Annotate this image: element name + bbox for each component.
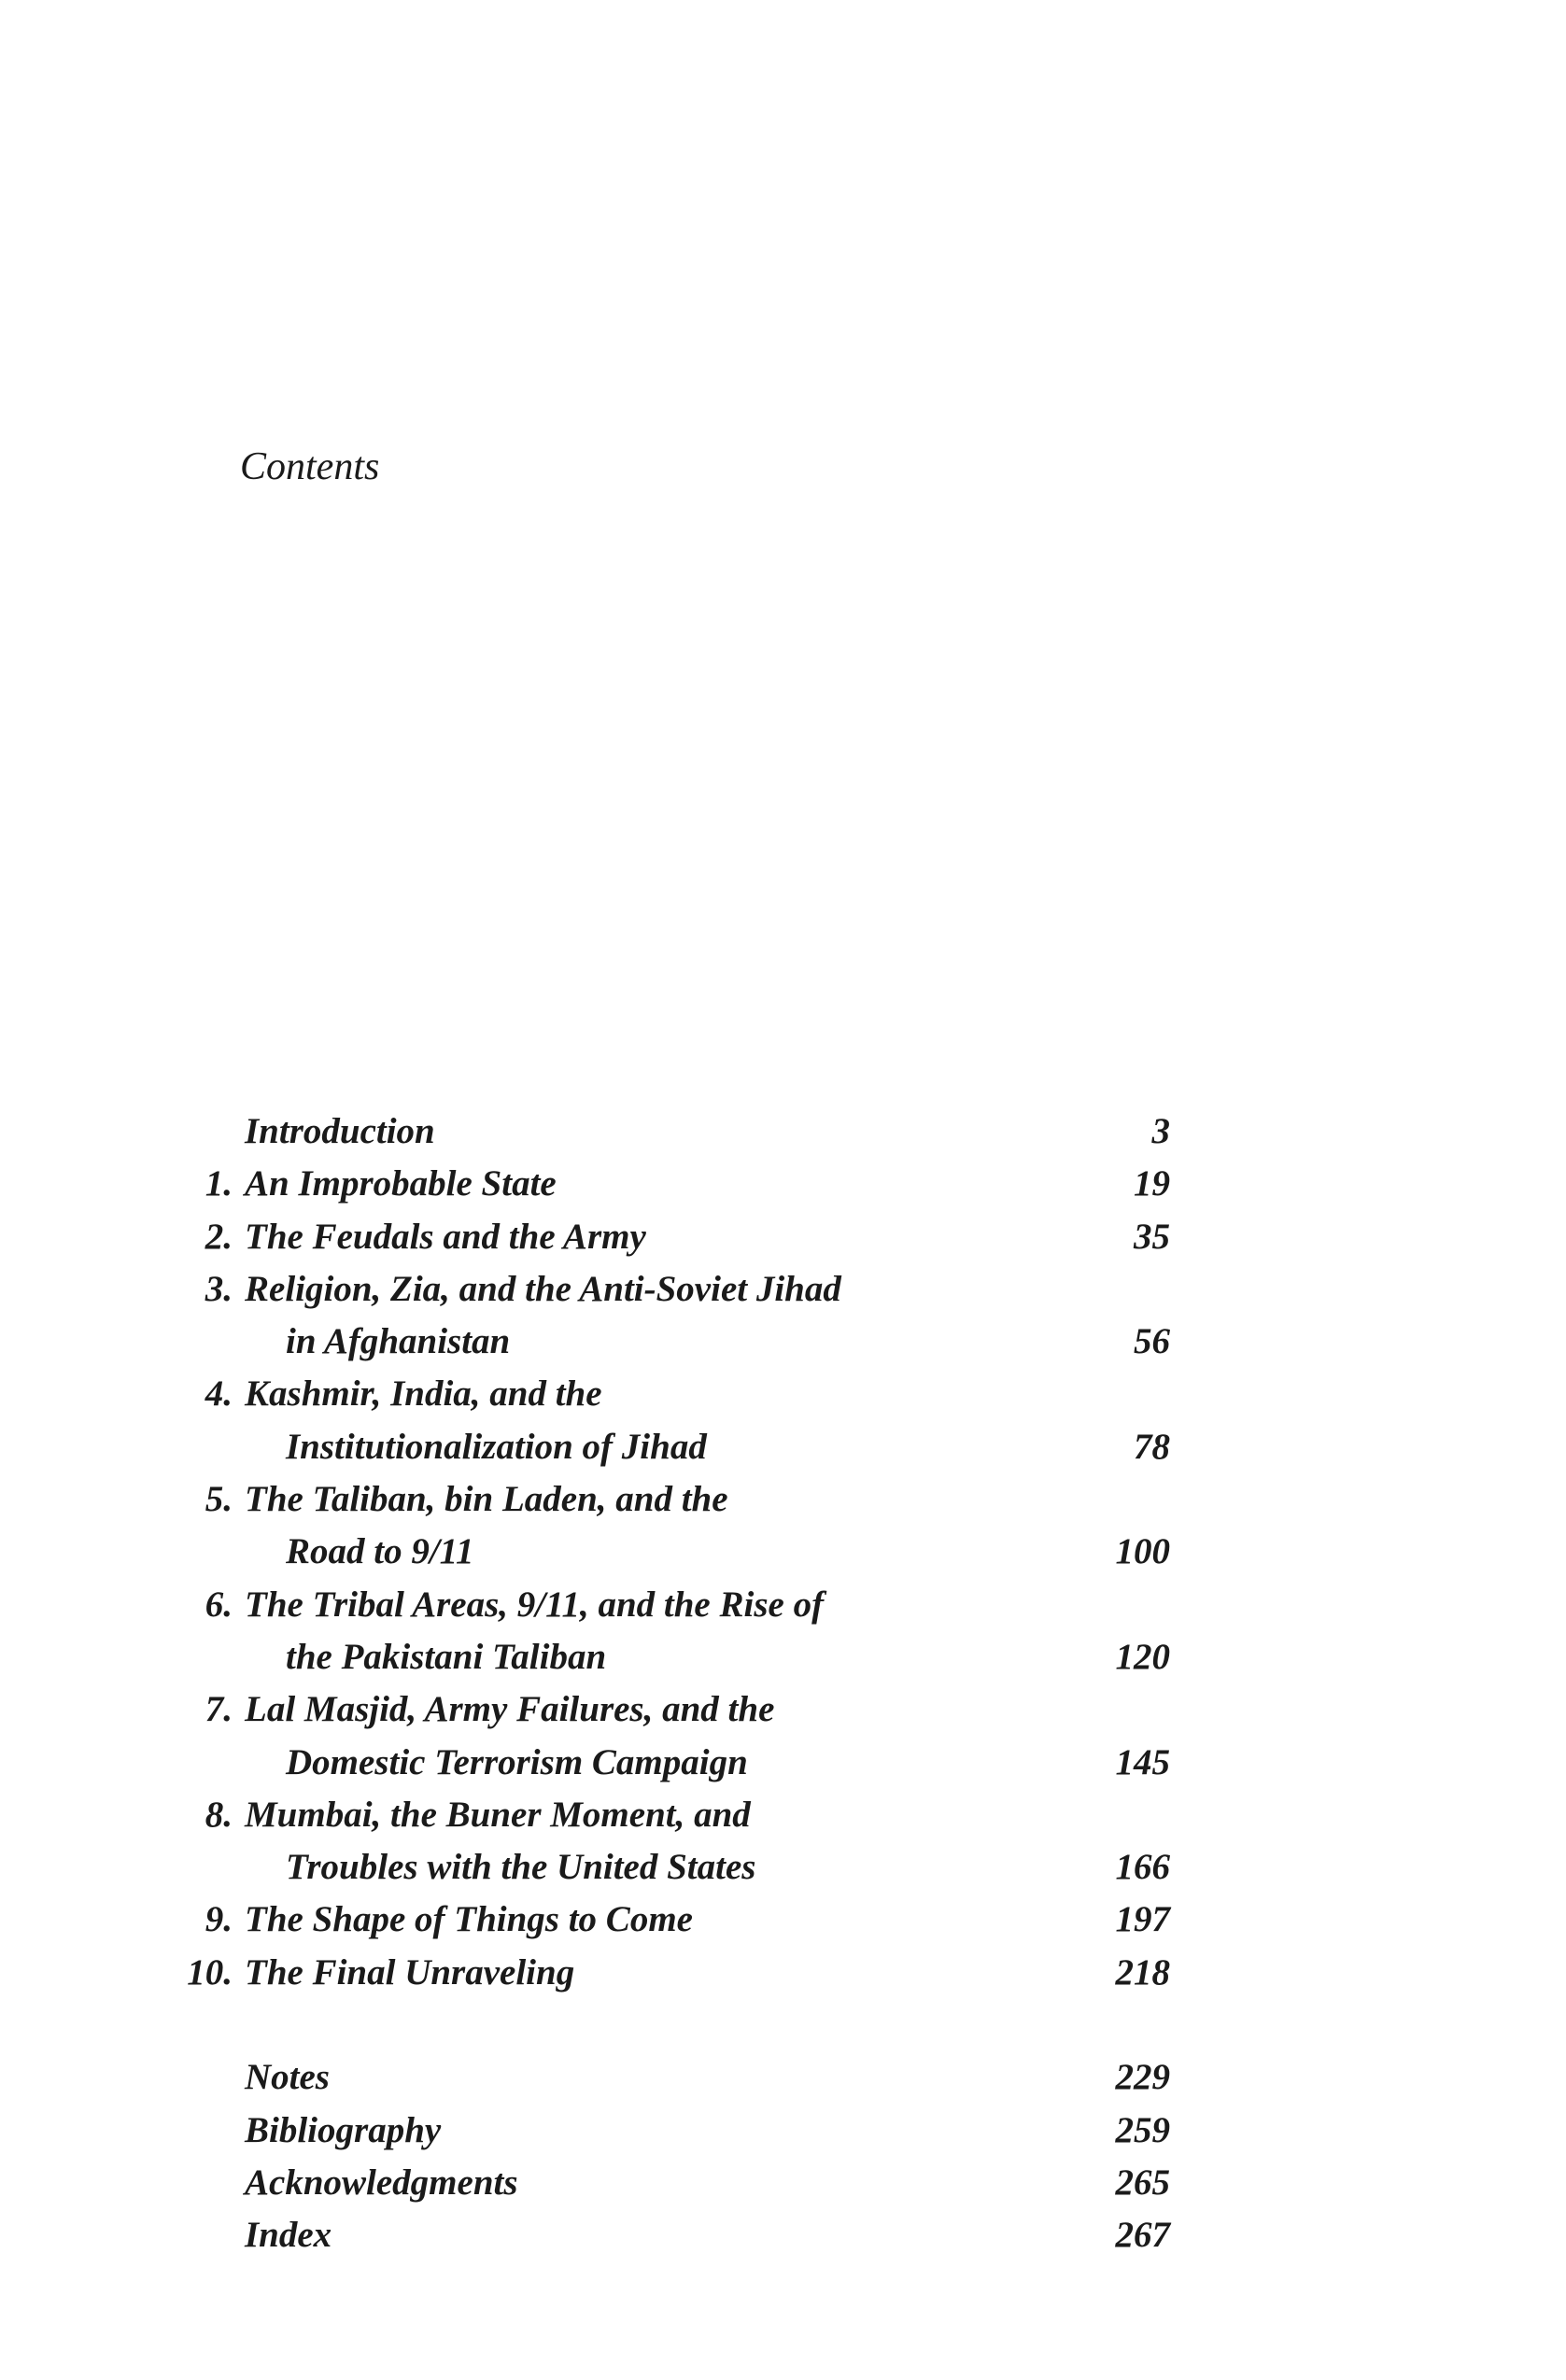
toc-entry[interactable]	[0, 2105, 1566, 2157]
page-number: 35	[1134, 1216, 1170, 1257]
chapter-number: 10.	[187, 1951, 233, 1993]
toc-entry[interactable]	[0, 1947, 1566, 1999]
page-number: 3	[1151, 1111, 1170, 1151]
page-number: 267	[1115, 2215, 1170, 2256]
chapter-title: Road to 9/11	[286, 1531, 474, 1572]
page-number: 145	[1115, 1741, 1170, 1782]
page-number: 166	[1115, 1847, 1170, 1888]
chapter-number: 1.	[205, 1163, 233, 1204]
toc-entry[interactable]	[0, 1737, 1566, 1789]
chapter-number: 4.	[205, 1373, 233, 1415]
toc-entry[interactable]	[0, 1106, 1566, 1158]
chapter-title: The Shape of Things to Come	[245, 1899, 693, 1940]
chapter-number: 8.	[205, 1794, 233, 1835]
chapter-title: Troubles with the United States	[286, 1847, 756, 1888]
page-number: 19	[1134, 1163, 1170, 1204]
page-number: 120	[1115, 1636, 1170, 1677]
page-number: 265	[1115, 2162, 1170, 2203]
chapter-title: An Improbable State	[245, 1163, 557, 1204]
toc-entry[interactable]	[0, 1894, 1566, 1946]
page-number: 229	[1115, 2057, 1170, 2098]
toc-entry[interactable]	[0, 2209, 1566, 2261]
page-number: 218	[1115, 1951, 1170, 1993]
toc-entry[interactable]	[0, 1211, 1566, 1263]
chapter-title: Institutionalization of Jihad	[286, 1426, 707, 1467]
toc-entry[interactable]	[0, 1841, 1566, 1894]
toc-entry[interactable]	[0, 1631, 1566, 1683]
contents-heading: Contents	[240, 445, 380, 488]
page-number: 78	[1134, 1426, 1170, 1467]
toc-entry[interactable]	[0, 1158, 1566, 1210]
section-gap	[0, 1999, 1566, 2051]
chapter-title: Mumbai, the Buner Moment, and	[245, 1794, 751, 1835]
chapter-number: 7.	[205, 1689, 233, 1730]
page-number: 197	[1115, 1899, 1170, 1940]
back-matter-title: Bibliography	[245, 2109, 442, 2150]
toc-entry[interactable]	[0, 1579, 1566, 1631]
chapter-title: Religion, Zia, and the Anti-Soviet Jihad	[245, 1268, 841, 1309]
page-number: 56	[1134, 1321, 1170, 1362]
toc-entry[interactable]	[0, 1368, 1566, 1420]
toc-entry[interactable]	[0, 1683, 1566, 1736]
back-matter-title: Index	[245, 2215, 332, 2256]
chapter-title: The Feudals and the Army	[245, 1216, 646, 1257]
chapter-number: 9.	[205, 1899, 233, 1940]
chapter-number: 3.	[205, 1268, 233, 1309]
toc-entry[interactable]	[0, 1316, 1566, 1368]
toc-entry[interactable]	[0, 2157, 1566, 2209]
toc-entry[interactable]	[0, 2051, 1566, 2104]
chapter-title: The Final Unraveling	[245, 1951, 575, 1993]
chapter-title: Introduction	[245, 1111, 435, 1151]
page-number: 259	[1115, 2109, 1170, 2150]
chapter-title: The Tribal Areas, 9/11, and the Rise of	[245, 1584, 825, 1625]
back-matter-title: Notes	[245, 2057, 330, 2098]
toc-entry[interactable]	[0, 1473, 1566, 1526]
chapter-title: the Pakistani Taliban	[286, 1636, 607, 1677]
chapter-title: in Afghanistan	[286, 1321, 511, 1362]
toc-entry[interactable]	[0, 1526, 1566, 1578]
table-of-contents	[0, 1106, 1566, 2262]
chapter-number: 6.	[205, 1584, 233, 1625]
chapter-number: 2.	[205, 1216, 233, 1257]
chapter-title: Kashmir, India, and the	[245, 1373, 602, 1415]
toc-entry[interactable]	[0, 1263, 1566, 1316]
toc-entry[interactable]	[0, 1421, 1566, 1473]
back-matter-title: Acknowledgments	[245, 2162, 518, 2203]
chapter-title: Lal Masjid, Army Failures, and the	[245, 1689, 775, 1730]
chapter-number: 5.	[205, 1479, 233, 1520]
chapter-title: The Taliban, bin Laden, and the	[245, 1479, 728, 1520]
page-number: 100	[1115, 1531, 1170, 1572]
toc-entry[interactable]	[0, 1789, 1566, 1841]
chapter-title: Domestic Terrorism Campaign	[286, 1741, 748, 1782]
